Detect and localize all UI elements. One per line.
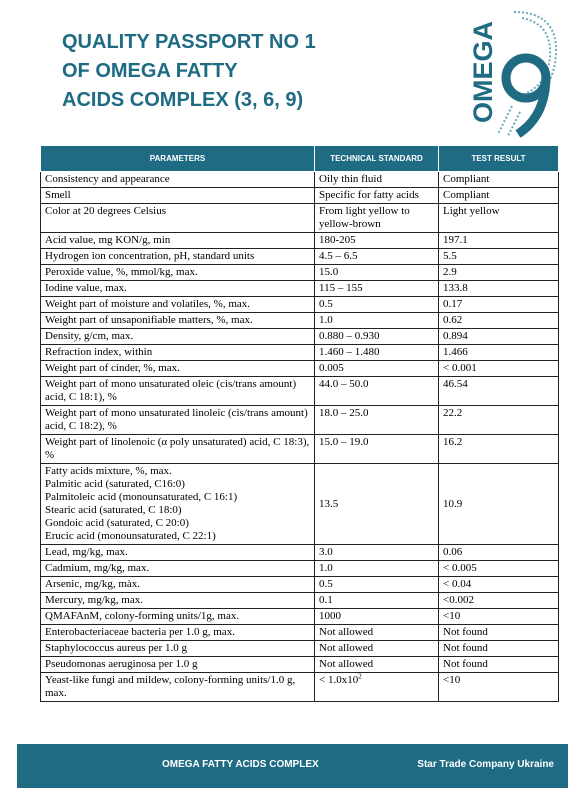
parameter-cell: Hydrogen ion concentration, pH, standard units: [41, 249, 315, 265]
quality-table: [40, 145, 559, 702]
parameter-cell: Yeast-like fungi and mildew, colony-forming units/1.0 g, max.: [41, 673, 315, 702]
standard-cell: 0.5: [315, 297, 439, 313]
parameter-cell: Staphylococcus aureus per 1.0 g: [41, 641, 315, 657]
standard-cell: Not allowed: [315, 625, 439, 641]
table-row: [41, 593, 559, 609]
table-body: [41, 172, 559, 702]
table-row: [41, 435, 559, 464]
result-cell: 16.2: [439, 435, 559, 464]
result-cell: < 0.001: [439, 361, 559, 377]
parameter-cell: Weight part of moisture and volatiles, %, max.: [41, 297, 315, 313]
standard-cell: 1.460 – 1.480: [315, 345, 439, 361]
result-cell: <10: [439, 673, 559, 702]
result-cell: 22.2: [439, 406, 559, 435]
footer-product: OMEGA FATTY ACIDS COMPLEX: [162, 759, 319, 770]
table-row: [41, 406, 559, 435]
parameter-cell: Density, g/cm, max.: [41, 329, 315, 345]
parameter-cell: Iodine value, max.: [41, 281, 315, 297]
standard-cell: Not allowed: [315, 641, 439, 657]
parameter-cell: Weight part of unsaponifiable matters, %, max.: [41, 313, 315, 329]
standard-cell: Not allowed: [315, 657, 439, 673]
omega-3-6-9-swirl-icon: [498, 12, 556, 136]
table-row: [41, 673, 559, 702]
standard-cell: 18.0 – 25.0: [315, 406, 439, 435]
result-cell: < 0.005: [439, 561, 559, 577]
parameter-cell: Cadmium, mg/kg, max.: [41, 561, 315, 577]
parameter-cell: Weight part of mono unsaturated oleic (cis/trans amount) acid, C 18:1), %: [41, 377, 315, 406]
table-row: [41, 641, 559, 657]
table-row: [41, 281, 559, 297]
parameter-cell: Color at 20 degrees Celsius: [41, 204, 315, 233]
table-row: [41, 361, 559, 377]
parameter-cell: Peroxide value, %, mmol/kg, max.: [41, 265, 315, 281]
parameter-cell: Weight part of cinder, %, max.: [41, 361, 315, 377]
table-row: [41, 329, 559, 345]
table-row: [41, 377, 559, 406]
column-header: PARAMETERS: [41, 146, 315, 172]
table-row: [41, 204, 559, 233]
title-line: OF OMEGA FATTY: [62, 60, 238, 82]
table-header-row: [41, 146, 559, 172]
standard-cell: 1.0: [315, 313, 439, 329]
standard-cell: 0.1: [315, 593, 439, 609]
page-title: [62, 28, 422, 115]
standard-cell: 180-205: [315, 233, 439, 249]
standard-cell: 115 – 155: [315, 281, 439, 297]
standard-cell: Specific for fatty acids: [315, 188, 439, 204]
table-row: [41, 345, 559, 361]
standard-cell: 44.0 – 50.0: [315, 377, 439, 406]
standard-cell: 4.5 – 6.5: [315, 249, 439, 265]
parameter-cell: Enterobacteriaceae bacteria per 1.0 g, max.: [41, 625, 315, 641]
table-row: [41, 464, 559, 545]
title-line: ACIDS COMPLEX (3, 6, 9): [62, 89, 304, 111]
result-cell: < 0.04: [439, 577, 559, 593]
standard-cell: 0.880 – 0.930: [315, 329, 439, 345]
logo-text: OMEGA: [468, 20, 498, 124]
standard-cell: From light yellow to yellow-brown: [315, 204, 439, 233]
result-cell: 46.54: [439, 377, 559, 406]
result-cell: Not found: [439, 625, 559, 641]
result-cell: Compliant: [439, 188, 559, 204]
standard-cell: 0.5: [315, 577, 439, 593]
footer-bar: [17, 744, 568, 788]
table-row: [41, 233, 559, 249]
parameter-cell: QMAFAnM, colony-forming units/1g, max.: [41, 609, 315, 625]
result-cell: 0.06: [439, 545, 559, 561]
standard-cell: 13.5: [315, 464, 439, 545]
result-cell: Not found: [439, 657, 559, 673]
table-row: [41, 249, 559, 265]
result-cell: 133.8: [439, 281, 559, 297]
table-row: [41, 265, 559, 281]
parameter-cell: Arsenic, mg/kg, màx.: [41, 577, 315, 593]
parameter-cell: Refraction index, within: [41, 345, 315, 361]
parameter-cell: Consistency and appearance: [41, 172, 315, 188]
table-row: [41, 657, 559, 673]
exponent: 2: [358, 672, 362, 681]
parameter-cell: Weight part of mono unsaturated linoleic (cis/trans amount) acid, C 18:2), %: [41, 406, 315, 435]
result-cell: <10: [439, 609, 559, 625]
result-cell: 2.9: [439, 265, 559, 281]
standard-cell: 3.0: [315, 545, 439, 561]
table-row: [41, 297, 559, 313]
result-cell: 0.62: [439, 313, 559, 329]
table-row: [41, 609, 559, 625]
table-row: [41, 545, 559, 561]
result-cell: 1.466: [439, 345, 559, 361]
result-cell: 197.1: [439, 233, 559, 249]
parameter-cell: Fatty acids mixture, %, max. Palmitic acid (saturated, C16:0) Palmitoleic acid (monounsaturated, C 16:1) Stearic acid (saturated, C 18:0) Gondoic acid (saturated, C 20:0) Erucic acid (monounsaturated, C 22:1): [41, 464, 315, 545]
column-header: TEST RESULT: [439, 146, 559, 172]
result-cell: Compliant: [439, 172, 559, 188]
result-cell: 0.894: [439, 329, 559, 345]
standard-cell: < $1.0x10^2$: [315, 673, 439, 702]
table-row: [41, 625, 559, 641]
title-line: QUALITY PASSPORT NO 1: [62, 31, 316, 53]
parameter-cell: Acid value, mg KON/g, min: [41, 233, 315, 249]
result-cell: 5.5: [439, 249, 559, 265]
table-row: [41, 188, 559, 204]
table-row: [41, 172, 559, 188]
standard-cell: 15.0: [315, 265, 439, 281]
parameter-cell: Mercury, mg/kg, max.: [41, 593, 315, 609]
standard-cell: 15.0 – 19.0: [315, 435, 439, 464]
omega-logo: [462, 6, 562, 138]
result-cell: Light yellow: [439, 204, 559, 233]
column-header: TECHNICAL STANDARD: [315, 146, 439, 172]
standard-cell: 1000: [315, 609, 439, 625]
result-cell: Not found: [439, 641, 559, 657]
parameter-cell: Smell: [41, 188, 315, 204]
footer-company: Star Trade Company Ukraine: [417, 759, 554, 770]
result-cell: <0.002: [439, 593, 559, 609]
result-cell: 0.17: [439, 297, 559, 313]
table-row: [41, 577, 559, 593]
table-row: [41, 561, 559, 577]
parameter-cell: Lead, mg/kg, max.: [41, 545, 315, 561]
standard-cell: Oily thin fluid: [315, 172, 439, 188]
parameter-cell: Weight part of linolenoic (α poly unsaturated) acid, C 18:3), %: [41, 435, 315, 464]
result-cell: 10.9: [439, 464, 559, 545]
standard-cell: 1.0: [315, 561, 439, 577]
parameter-cell: Pseudomonas aeruginosa per 1.0 g: [41, 657, 315, 673]
standard-cell: 0.005: [315, 361, 439, 377]
table-row: [41, 313, 559, 329]
